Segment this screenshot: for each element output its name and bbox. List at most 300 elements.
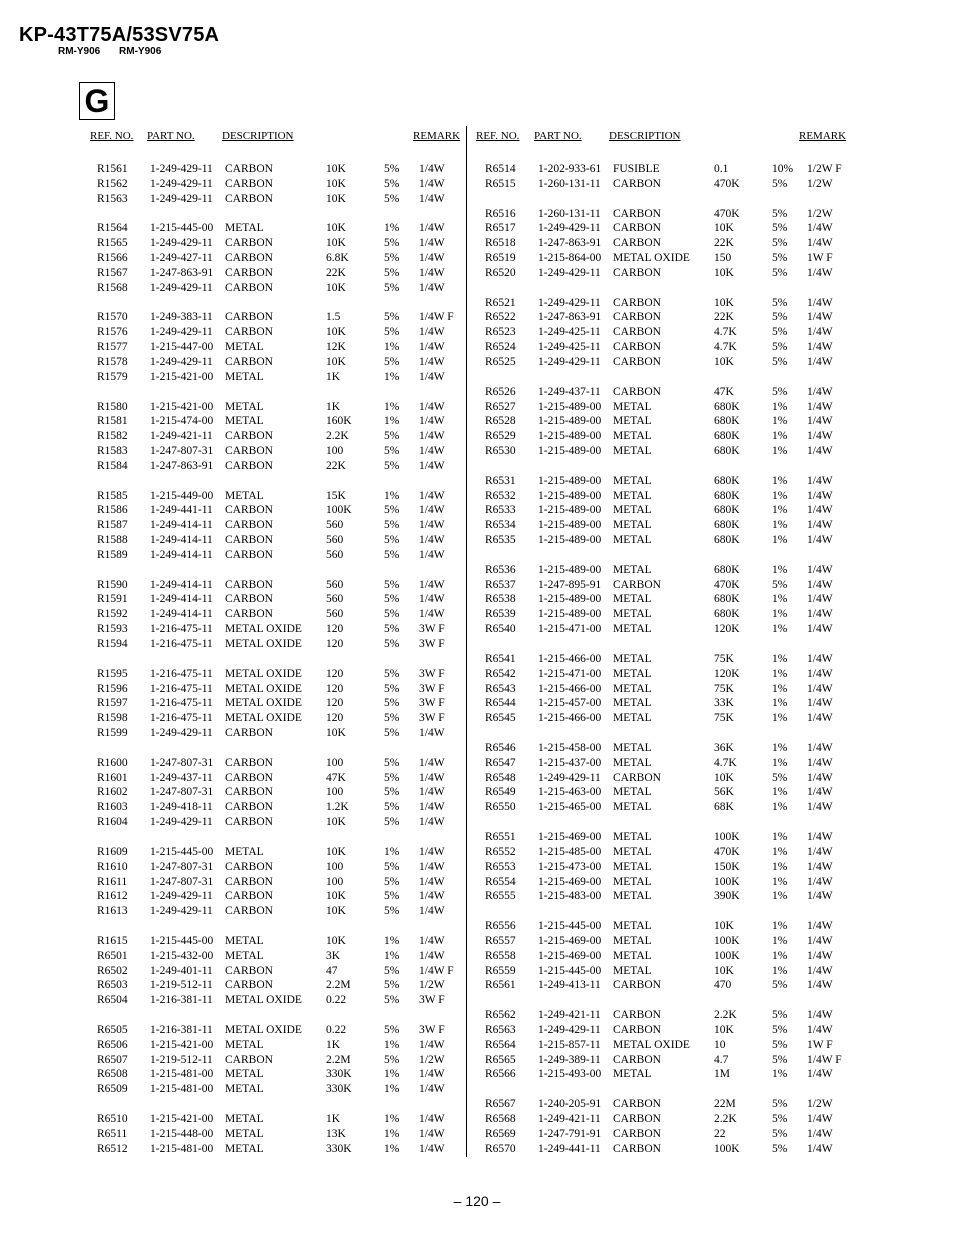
cell-desc: METAL OXIDE [225, 994, 302, 1007]
cell-tol: 1% [384, 1142, 400, 1155]
cell-remark: 1/4W [419, 177, 445, 190]
cell-remark: 1/4W [807, 890, 833, 903]
cell-remark: 1/4W F [419, 964, 454, 977]
cell-desc: METAL OXIDE [613, 1038, 690, 1051]
cell-ref: R6507 [97, 1053, 128, 1066]
cell-part: 1-215-489-00 [538, 474, 602, 487]
cell-value: 10K [326, 192, 346, 205]
cell-remark: 1/4W [419, 727, 445, 740]
cell-remark: 1/4W [419, 489, 445, 502]
cell-ref: R6557 [485, 934, 516, 947]
cell-tol: 5% [772, 1113, 788, 1125]
cell-ref: R6561 [485, 979, 516, 992]
cell-desc: CARBON [225, 860, 273, 873]
parts-group [485, 563, 925, 637]
cell-part: 1-260-131-11 [538, 207, 601, 220]
cell-value: 12K [326, 341, 346, 354]
cell-part: 1-215-493-00 [538, 1068, 602, 1081]
cell-desc: CARBON [225, 875, 273, 888]
cell-tol: 5% [384, 548, 400, 561]
cell-tol: 5% [384, 459, 400, 472]
cell-ref: R6534 [485, 519, 516, 532]
cell-part: 1-215-466-00 [538, 652, 602, 665]
cell-desc: FUSIBLE [613, 163, 660, 175]
parts-group [485, 385, 925, 459]
cell-remark: 1/4W [807, 1009, 833, 1022]
cell-remark: 1/4W [419, 1127, 445, 1140]
cell-remark: 1/4W [419, 370, 445, 383]
parts-row [97, 1142, 537, 1157]
cell-value: 1K [326, 370, 341, 383]
cell-ref: R1612 [97, 890, 128, 903]
parts-row [485, 964, 925, 979]
cell-value: 330K [326, 1068, 352, 1081]
cell-value: 560 [326, 548, 344, 561]
cell-ref: R1592 [97, 608, 128, 621]
cell-part: 1-215-481-00 [150, 1083, 214, 1096]
cell-value: 120 [326, 623, 344, 636]
cell-ref: R6551 [485, 830, 516, 843]
cell-tol: 1% [772, 934, 788, 947]
cell-remark: 1/4W [807, 756, 833, 769]
cell-part: 1-215-489-00 [538, 593, 602, 606]
parts-group [97, 400, 537, 474]
cell-tol: 5% [772, 1038, 788, 1051]
cell-tol: 5% [384, 801, 400, 814]
cell-part: 1-249-429-11 [538, 771, 601, 784]
cell-part: 1-215-445-00 [150, 845, 214, 858]
parts-row [97, 800, 537, 815]
cell-desc: METAL OXIDE [225, 667, 302, 680]
cell-desc: METAL [225, 1127, 264, 1140]
cell-ref: R6566 [485, 1068, 516, 1081]
parts-row [485, 1023, 925, 1038]
cell-desc: CARBON [225, 459, 273, 472]
cell-desc: METAL [613, 563, 652, 576]
cell-desc: CARBON [613, 1098, 661, 1111]
cell-tol: 5% [384, 326, 400, 339]
parts-row [97, 444, 537, 459]
cell-value: 680K [714, 400, 740, 413]
cell-desc: CARBON [613, 1009, 661, 1022]
cell-ref: R1589 [97, 548, 128, 561]
cell-value: 680K [714, 563, 740, 576]
cell-ref: R1613 [97, 905, 128, 918]
cell-ref: R6504 [97, 994, 128, 1007]
cell-value: 10K [326, 905, 346, 918]
cell-remark: 1/4W [419, 1068, 445, 1081]
cell-value: 470K [714, 177, 740, 190]
cell-desc: METAL [613, 430, 652, 443]
cell-tol: 1% [772, 489, 788, 502]
parts-row [97, 281, 537, 296]
parts-row [97, 860, 537, 875]
cell-desc: CARBON [225, 801, 273, 814]
parts-group [485, 162, 925, 192]
cell-part: 1-215-421-00 [150, 1038, 214, 1051]
parts-row [485, 385, 925, 400]
cell-value: 10K [714, 771, 734, 784]
cell-desc: METAL [225, 1113, 264, 1125]
cell-ref: R6517 [485, 222, 516, 235]
cell-ref: R6552 [485, 845, 516, 858]
cell-tol: 1% [772, 623, 788, 636]
cell-desc: CARBON [225, 237, 273, 250]
cell-part: 1-249-421-11 [538, 1113, 601, 1125]
cell-value: 0.22 [326, 994, 347, 1007]
cell-desc: CARBON [225, 756, 273, 769]
cell-tol: 1% [384, 1113, 400, 1125]
cell-remark: 3W F [419, 1023, 445, 1036]
cell-desc: METAL [613, 608, 652, 621]
cell-remark: 1/4W [419, 578, 445, 591]
cell-value: 560 [326, 608, 344, 621]
cell-value: 100K [714, 949, 740, 962]
cell-remark: 1/4W [807, 712, 833, 725]
cell-ref: R1565 [97, 237, 128, 250]
cell-remark: 1/4W [807, 979, 833, 992]
parts-row [97, 904, 537, 919]
cell-part: 1-215-445-00 [538, 964, 602, 977]
cell-value: 10K [326, 177, 346, 190]
cell-tol: 5% [384, 771, 400, 784]
cell-ref: R6539 [485, 608, 516, 621]
cell-ref: R6545 [485, 712, 516, 725]
cell-remark: 1/4W [807, 845, 833, 858]
cell-desc: METAL [613, 890, 652, 903]
cell-ref: R6503 [97, 979, 128, 992]
parts-row [97, 236, 537, 251]
parts-row [485, 889, 925, 904]
cell-remark: 1/4W [419, 1083, 445, 1096]
cell-tol: 5% [384, 177, 400, 190]
parts-row [97, 340, 537, 355]
right-header-part-no: PART NO. [534, 130, 582, 142]
cell-value: 100 [326, 756, 344, 769]
cell-value: 13K [326, 1127, 346, 1140]
cell-tol: 5% [772, 1023, 788, 1036]
parts-row [485, 207, 925, 222]
cell-remark: 1/4W [807, 415, 833, 428]
cell-value: 75K [714, 682, 734, 695]
parts-row [485, 667, 925, 682]
cell-tol: 1% [772, 415, 788, 428]
cell-part: 1-215-481-00 [150, 1142, 214, 1155]
cell-value: 100K [326, 504, 352, 517]
cell-part: 1-215-437-00 [538, 756, 602, 769]
cell-desc: CARBON [225, 192, 273, 205]
parts-row [485, 221, 925, 236]
cell-value: 470K [714, 845, 740, 858]
cell-desc: CARBON [613, 771, 661, 784]
cell-desc: CARBON [225, 163, 273, 175]
cell-desc: CARBON [225, 608, 273, 621]
cell-desc: CARBON [613, 385, 661, 398]
cell-tol: 5% [384, 667, 400, 680]
parts-group [97, 310, 537, 384]
cell-remark: 1/4W [807, 489, 833, 502]
parts-row [485, 1053, 925, 1068]
cell-ref: R6530 [485, 445, 516, 458]
cell-ref: R6528 [485, 415, 516, 428]
cell-value: 2.2M [326, 1053, 351, 1066]
cell-tol: 5% [384, 237, 400, 250]
cell-desc: METAL [613, 445, 652, 458]
cell-remark: 1/4W [419, 786, 445, 799]
cell-ref: R1562 [97, 177, 128, 190]
cell-part: 1-247-863-91 [150, 459, 214, 472]
cell-remark: 1/4W [807, 534, 833, 547]
cell-value: 120K [714, 667, 740, 680]
cell-part: 1-249-414-11 [150, 534, 213, 547]
parts-row [485, 1112, 925, 1127]
parts-row [97, 251, 537, 266]
cell-remark: 1/4W [807, 355, 833, 368]
cell-remark: 1/4W [419, 192, 445, 205]
cell-value: 100K [714, 875, 740, 888]
cell-ref: R6550 [485, 801, 516, 814]
cell-part: 1-247-895-91 [538, 578, 602, 591]
parts-row [97, 934, 537, 949]
cell-value: 680K [714, 430, 740, 443]
left-parts-list [97, 162, 537, 1171]
cell-part: 1-215-469-00 [538, 949, 602, 962]
parts-row [485, 503, 925, 518]
cell-tol: 1% [384, 934, 400, 947]
cell-part: 1-216-475-11 [150, 712, 213, 725]
cell-desc: CARBON [613, 311, 661, 324]
cell-remark: 1/4W [419, 163, 445, 175]
cell-desc: METAL OXIDE [225, 1023, 302, 1036]
parts-row [97, 1112, 537, 1127]
cell-desc: METAL OXIDE [613, 252, 690, 265]
cell-desc: CARBON [613, 355, 661, 368]
cell-value: 0.1 [714, 163, 729, 175]
parts-row [485, 800, 925, 815]
cell-tol: 5% [772, 771, 788, 784]
cell-desc: CARBON [225, 355, 273, 368]
cell-remark: 1/4W [419, 445, 445, 458]
cell-desc: CARBON [613, 207, 661, 220]
cell-ref: R6570 [485, 1142, 516, 1155]
cell-part: 1-249-414-11 [150, 593, 213, 606]
cell-tol: 1% [772, 608, 788, 621]
cell-tol: 5% [772, 326, 788, 339]
cell-remark: 1/4W [419, 548, 445, 561]
cell-part: 1-215-857-11 [538, 1038, 601, 1051]
cell-tol: 5% [384, 623, 400, 636]
cell-part: 1-215-447-00 [150, 341, 214, 354]
cell-value: 10K [714, 920, 734, 933]
cell-ref: R6559 [485, 964, 516, 977]
cell-ref: R1610 [97, 860, 128, 873]
cell-desc: METAL [225, 1142, 264, 1155]
cell-tol: 1% [772, 504, 788, 517]
cell-ref: R6569 [485, 1127, 516, 1140]
cell-part: 1-247-791-91 [538, 1127, 602, 1140]
cell-tol: 5% [384, 890, 400, 903]
cell-desc: CARBON [613, 296, 661, 309]
cell-remark: 1W F [807, 1038, 833, 1051]
parts-row [97, 578, 537, 593]
parts-row [485, 949, 925, 964]
cell-tol: 1% [772, 430, 788, 443]
cell-remark: 1/4W [419, 355, 445, 368]
cell-ref: R1567 [97, 266, 128, 279]
cell-value: 2.2K [714, 1113, 737, 1125]
parts-row [485, 1008, 925, 1023]
cell-remark: 1/4W [419, 341, 445, 354]
cell-remark: 3W F [419, 697, 445, 710]
cell-desc: METAL [613, 489, 652, 502]
cell-value: 1K [326, 1113, 341, 1125]
cell-ref: R6558 [485, 949, 516, 962]
cell-tol: 5% [772, 385, 788, 398]
cell-ref: R6543 [485, 682, 516, 695]
cell-value: 2.2K [326, 430, 349, 443]
cell-tol: 5% [384, 192, 400, 205]
cell-desc: METAL [613, 682, 652, 695]
cell-desc: METAL [613, 786, 652, 799]
cell-ref: R6544 [485, 697, 516, 710]
cell-part: 1-249-429-11 [150, 890, 213, 903]
cell-desc: METAL [613, 830, 652, 843]
cell-ref: R1591 [97, 593, 128, 606]
cell-value: 1K [326, 1038, 341, 1051]
cell-desc: CARBON [613, 1023, 661, 1036]
cell-desc: METAL [225, 1083, 264, 1096]
parts-group [485, 207, 925, 281]
cell-remark: 1/4W [419, 519, 445, 532]
cell-value: 10K [714, 355, 734, 368]
cell-desc: METAL [613, 712, 652, 725]
cell-remark: 1/4W [419, 222, 445, 235]
cell-value: 560 [326, 519, 344, 532]
cell-tol: 5% [384, 355, 400, 368]
cell-ref: R1595 [97, 667, 128, 680]
cell-part: 1-249-383-11 [150, 311, 213, 324]
cell-part: 1-249-421-11 [538, 1009, 601, 1022]
cell-ref: R6533 [485, 504, 516, 517]
cell-tol: 1% [384, 1127, 400, 1140]
cell-value: 120K [714, 623, 740, 636]
cell-remark: 1/4W [807, 222, 833, 235]
cell-part: 1-216-475-11 [150, 697, 213, 710]
cell-tol: 1% [384, 222, 400, 235]
right-header-ref-no: REF. NO. [476, 130, 520, 142]
cell-value: 100 [326, 875, 344, 888]
cell-part: 1-247-807-31 [150, 786, 214, 799]
cell-ref: R1581 [97, 415, 128, 428]
cell-value: 100 [326, 860, 344, 873]
cell-remark: 1/4W [807, 504, 833, 517]
cell-ref: R6519 [485, 252, 516, 265]
cell-part: 1-249-429-11 [538, 1023, 601, 1036]
cell-remark: 1/4W [807, 385, 833, 398]
cell-tol: 1% [384, 1068, 400, 1081]
cell-remark: 3W F [419, 712, 445, 725]
cell-desc: METAL [225, 370, 264, 383]
cell-remark: 1W F [807, 252, 833, 265]
cell-desc: CARBON [225, 519, 273, 532]
right-header-remark: REMARK [799, 130, 847, 142]
parts-row [485, 875, 925, 890]
parts-row [97, 310, 537, 325]
cell-desc: METAL OXIDE [225, 712, 302, 725]
cell-tol: 5% [384, 964, 400, 977]
cell-ref: R6515 [485, 177, 516, 190]
cell-desc: METAL [225, 934, 264, 947]
cell-value: 470K [714, 207, 740, 220]
cell-tol: 1% [772, 534, 788, 547]
cell-tol: 5% [384, 786, 400, 799]
cell-tol: 5% [772, 979, 788, 992]
cell-ref: R1604 [97, 816, 128, 829]
cell-value: 100 [326, 786, 344, 799]
cell-remark: 1/4W [807, 237, 833, 250]
cell-part: 1-215-489-00 [538, 563, 602, 576]
cell-tol: 5% [384, 163, 400, 175]
parts-row [485, 310, 925, 325]
cell-tol: 5% [384, 311, 400, 324]
cell-value: 100 [326, 445, 344, 458]
cell-remark: 1/4W [807, 296, 833, 309]
cell-part: 1-247-807-31 [150, 875, 214, 888]
cell-ref: R1576 [97, 326, 128, 339]
cell-remark: 1/4W [807, 786, 833, 799]
cell-remark: 1/4W [807, 311, 833, 324]
parts-row [485, 1097, 925, 1112]
cell-desc: CARBON [225, 979, 273, 992]
cell-ref: R6563 [485, 1023, 516, 1036]
cell-desc: CARBON [225, 890, 273, 903]
cell-value: 680K [714, 534, 740, 547]
parts-row [97, 1038, 537, 1053]
cell-tol: 1% [384, 400, 400, 413]
cell-ref: R6548 [485, 771, 516, 784]
cell-desc: METAL [613, 934, 652, 947]
cell-remark: 1/2W [807, 177, 833, 190]
parts-row [485, 622, 925, 637]
parts-group [97, 489, 537, 563]
cell-tol: 5% [772, 252, 788, 265]
parts-row [485, 489, 925, 504]
cell-value: 0.22 [326, 1023, 347, 1036]
parts-group [485, 1008, 925, 1082]
cell-part: 1-249-425-11 [538, 341, 601, 354]
cell-part: 1-249-401-11 [150, 964, 213, 977]
cell-desc: METAL [613, 415, 652, 428]
cell-part: 1-249-429-11 [150, 281, 213, 294]
parts-row [97, 459, 537, 474]
cell-desc: METAL [613, 920, 652, 933]
cell-ref: R6508 [97, 1068, 128, 1081]
parts-row [97, 1023, 537, 1038]
cell-part: 1-249-414-11 [150, 578, 213, 591]
cell-value: 120 [326, 697, 344, 710]
parts-row [97, 815, 537, 830]
cell-remark: 3W F [419, 623, 445, 636]
cell-ref: R6526 [485, 385, 516, 398]
cell-desc: METAL [225, 222, 264, 235]
cell-tol: 5% [384, 266, 400, 279]
cell-part: 1-249-429-11 [150, 727, 213, 740]
parts-row [485, 444, 925, 459]
parts-group [485, 652, 925, 726]
cell-desc: CARBON [613, 341, 661, 354]
cell-desc: METAL [613, 741, 652, 754]
cell-desc: CARBON [225, 266, 273, 279]
